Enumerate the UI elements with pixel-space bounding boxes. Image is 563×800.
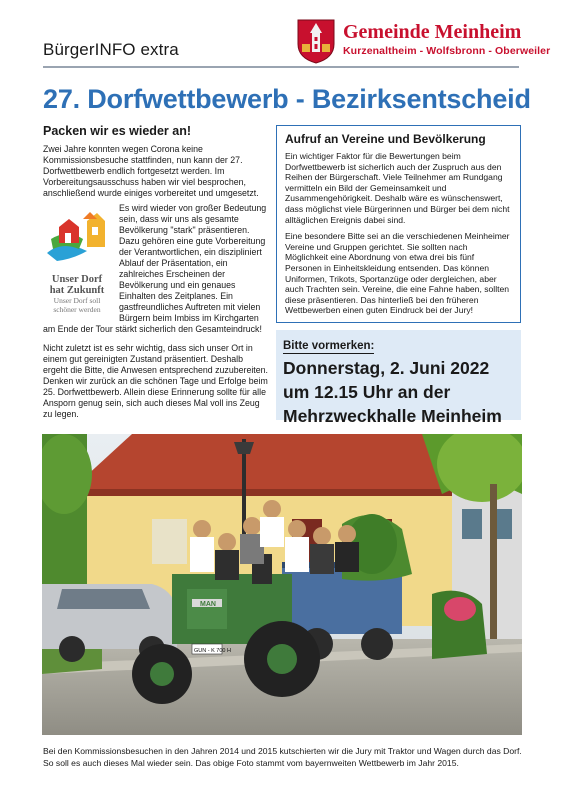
left-column <box>43 124 269 428</box>
save-the-date-box <box>276 330 521 426</box>
tractor-brand-label: MAN <box>200 601 216 608</box>
save-the-date-label: Bitte vormerken: <box>283 340 375 352</box>
logo-line-3: Unser Dorf soll <box>53 296 101 305</box>
license-plate: GUN - K 700 H <box>194 648 231 654</box>
appeal-box <box>276 125 521 323</box>
municipality-block <box>343 21 550 57</box>
municipality-name: Gemeinde Meinheim <box>343 21 522 43</box>
tractor-parade-photo <box>42 434 522 735</box>
appeal-paragraph-2: Eine besondere Bitte sei an die verschiedenen Meinheimer Vereine und Gruppen gerichtet. Sie sollten nach Möglichkeit eine Abordnung von etwa drei bis fünf Personen in Einheitskleidung entsenden. Das können Uniformen, Trikots, Sportanzüge oder dergleichen, aber auch Trachten sein. Vereine, die eine Fahne haben, sollten diese präsentieren. Das hinterließ bei den früheren Wettbewerben einen guten Eindruck bei der Jury! <box>285 231 510 316</box>
header-divider <box>43 66 519 68</box>
left-paragraph-1 <box>43 144 269 199</box>
unser-dorf-logo <box>43 209 111 321</box>
left-paragraph-3-text: Nicht zuletzt ist es sehr wichtig, dass sich unser Ort in einem gut gereinigten Zustand präsentiert. Deshalb ergeht die Bitte, die Anwesen entsprechend zuzubereiten. Denken wir zurück an die schönen Tage und Erfolge beim 25. Dorfwettbewerb. Allein diese Erinnerung sollte für alle Ansporn genug sein, sich auch dieses Mal voll ins Zeug zu legen. <box>43 343 268 419</box>
municipality-districts: Kurzenaltheim - Wolfsbronn - Oberweiler <box>343 45 551 57</box>
event-location: Mehrzweckhalle Meinheim <box>283 406 502 426</box>
logo-line-4: schöner werden <box>53 305 101 314</box>
municipal-crest-icon <box>296 18 336 64</box>
page-headline: 27. Dorfwettbewerb - Bezirksentscheid <box>43 84 531 114</box>
brand-title <box>43 40 179 60</box>
left-paragraph-3 <box>43 343 269 420</box>
logo-line-2: hat Zukunft <box>49 285 105 296</box>
left-paragraph-2-text: Es wird wieder von großer Bedeutung sein, dass wir uns als gesamte Bevölkerung "stark" präsentieren. Dazu gehören eine gute Vorbereitung der Verantwortlichen, ein diszipliniert Ablauf der Präsentation, ein zahlreiches Erscheinen der Bevölkerung und ein genaues Einhalten des Zeitplanes. Ein gastfreundliches Auftreten mit vielen Bürgern beim Imbiss im Kirchgarten am Ende der Tour stärkt sicherlich den Gesamteindruck! <box>43 203 267 334</box>
brand-suffix: extra <box>140 40 179 59</box>
left-paragraph-1-text: Zwei Jahre konnten wegen Corona keine Kommissionsbesuche stattfinden, nun kann der 27. Dorfwettbewerb endlich fortgesetzt werden. Im Vorbereitungsausschuss haben wir viel besprochen, anschließend wurde einiges vorbereitet und umgesetzt. <box>43 144 259 198</box>
appeal-heading: Aufruf an Vereine und Bevölkerung <box>285 132 486 146</box>
event-time: um 12.15 Uhr an der <box>283 382 451 402</box>
photo-caption: Bei den Kommissionsbesuchen in den Jahren 2014 und 2015 kutschierten wir die Jury mit Traktor und Wagen durch das Dorf. So soll es auch dieses Mal wieder sein. Das obige Foto stammt vom bayernweiten Wettbewerb im Jahr 2015. <box>43 746 522 768</box>
left-heading: Packen wir es wieder an! <box>43 124 191 138</box>
brand-name: BürgerINFO <box>43 40 136 59</box>
logo-line-1: Unser Dorf <box>51 274 103 285</box>
village-logo-icon <box>43 209 109 269</box>
event-date: Donnerstag, 2. Juni 2022 <box>283 358 490 378</box>
appeal-paragraph-1: Ein wichtiger Faktor für die Bewertungen beim Dorfwettbewerb ist sicherlich auch der Zuspruch aus den Reihen der Bürgerschaft. Viele Teilnehmer am Rundgang vermitteln ein Bild der Gemeinsamkeit und Zusammengehörigkeit. Deshalb wäre es wünschenswert, dass möglichst viele Bürgerinnen und Bürger bei dem nicht alltäglichen Ereignis dabei sind. <box>285 151 510 225</box>
